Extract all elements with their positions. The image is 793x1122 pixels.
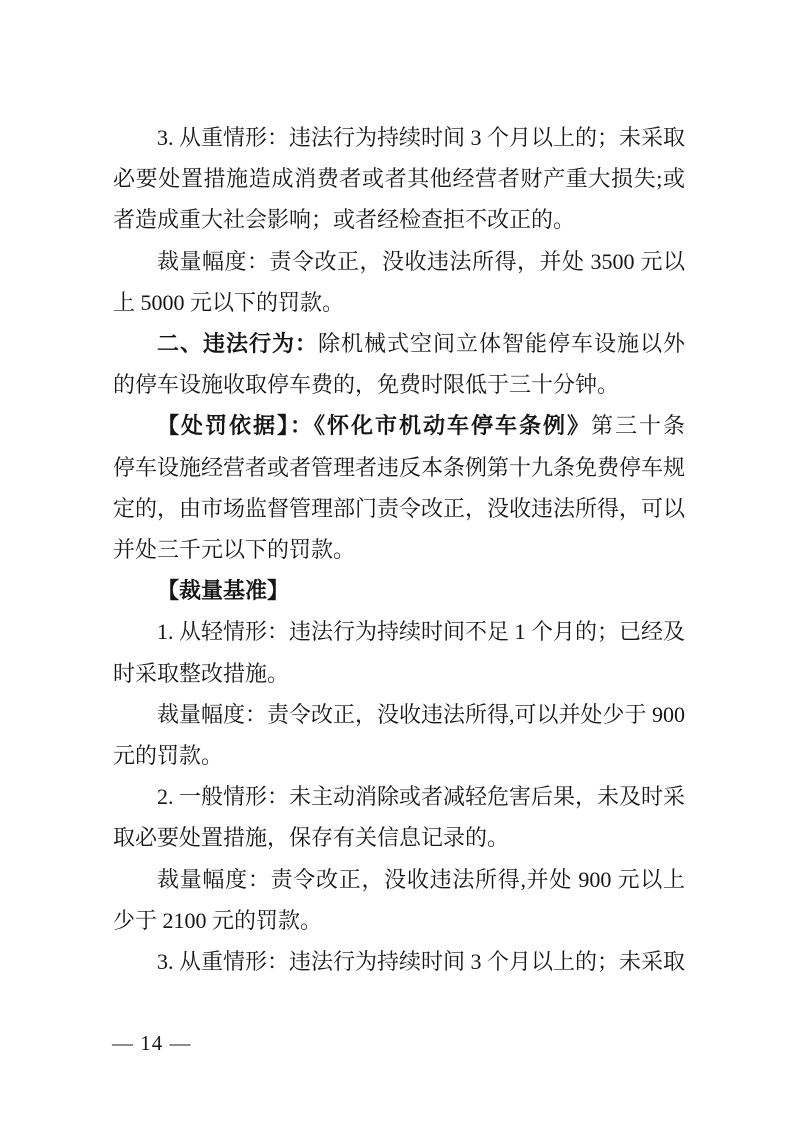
bold-text-run: 二、违法行为：	[157, 331, 318, 357]
paragraph	[113, 941, 685, 982]
document-body	[113, 117, 707, 982]
text-run: 1. 从轻情形：违法行为持续时间不足 1 个月的；已经及时采取整改措施。	[113, 619, 686, 686]
paragraph	[113, 859, 685, 941]
paragraph	[113, 776, 685, 858]
paragraph	[113, 570, 685, 611]
paragraph	[113, 611, 685, 693]
text-run: 第三十条 停车设施经营者或者管理者违反本条例第十九条免费停车规定的，由市场监督管理部门责令改正，没收违法所得，可以并处三千元以下的罚款。	[113, 413, 707, 563]
paragraph	[113, 405, 707, 570]
text-run: 裁量幅度：责令改正，没收违法所得,可以并处少于 900 元的罚款。	[113, 701, 686, 769]
paragraph	[113, 323, 685, 405]
paragraph	[113, 694, 685, 776]
text-run: 除机械式空间立体智能停车设施以外的停车设施收取停车费的，免费时限低于三十分钟。	[113, 331, 685, 398]
text-run: 3. 从重情形：违法行为持续时间 3 个月以上的；未采取	[157, 949, 686, 975]
bold-text-run: 【处罚依据】：《怀化市机动车停车条例》	[157, 413, 591, 439]
paragraph	[113, 117, 685, 241]
page-number: — 14 —	[112, 1031, 192, 1055]
bold-text-run: 【裁量基准】	[157, 578, 290, 604]
text-run: 3. 从重情形：违法行为持续时间 3 个月以上的；未采取必要处置措施造成消费者或者其他经营者财产重大损失;或者造成重大社会影响；或者经检查拒不改正的。	[113, 125, 686, 233]
text-run: 2. 一般情形：未主动消除或者减轻危害后果，未及时采取必要处置措施，保存有关信息记录的。	[113, 784, 686, 851]
text-run: 裁量幅度：责令改正，没收违法所得,并处 900 元以上少于 2100 元的罚款。	[113, 866, 685, 933]
paragraph	[113, 241, 685, 323]
text-run: 裁量幅度：责令改正，没收违法所得，并处 3500 元以上 5000 元以下的罚款。	[113, 248, 685, 315]
